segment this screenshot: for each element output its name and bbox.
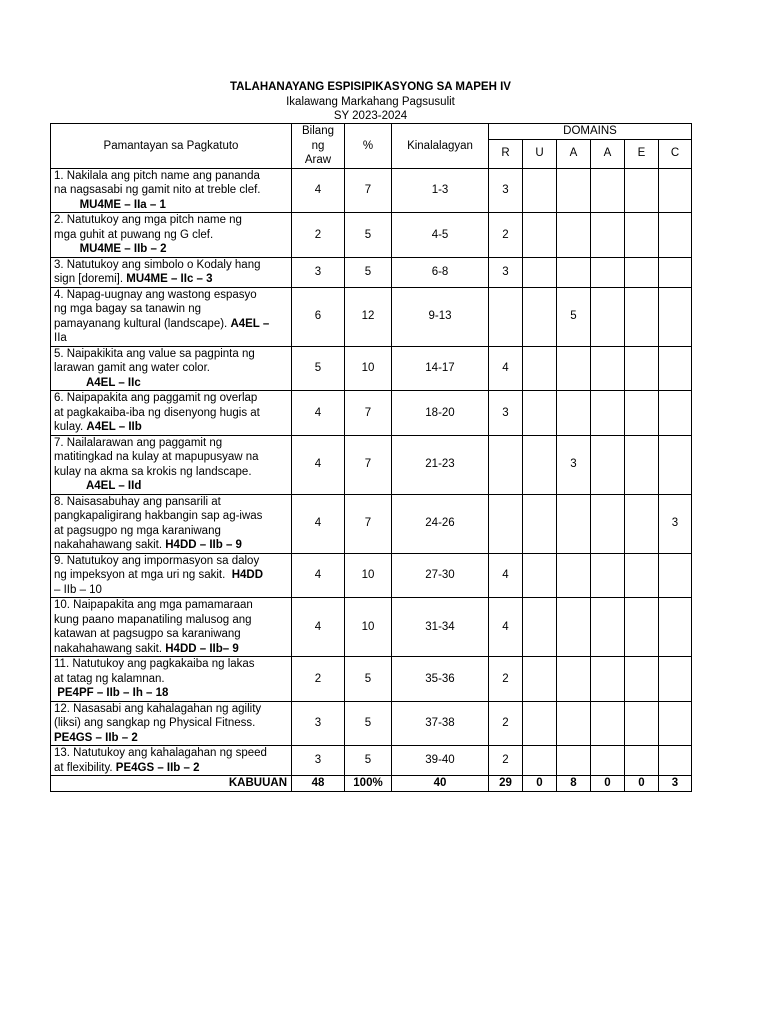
domain-cell: 2 (489, 657, 523, 702)
competency-text: 13. Natutukoy ang kahalagahan ng speed (54, 747, 267, 759)
document-title: TALAHANAYANG ESPISIPIKASYONG SA MAPEH IV (230, 81, 511, 93)
competency-code-line (54, 198, 288, 213)
domain-cell (625, 391, 659, 436)
document-subtitle: Ikalawang Markahang Pagsusulit (286, 95, 455, 108)
competency-line (54, 213, 288, 228)
domain-cell (557, 213, 591, 258)
location-cell: 1-3 (392, 168, 489, 213)
table-body (51, 168, 692, 791)
code-indent (54, 377, 86, 389)
competency-line (54, 361, 288, 376)
table-row (51, 391, 692, 436)
domain-cell (625, 746, 659, 776)
domain-cell (659, 287, 692, 346)
competency-text: 1. Nakilala ang pitch name ang pananda (54, 169, 260, 182)
domain-header-a1: A (557, 139, 591, 168)
competency-code: PE4GS – IIb – 2 (54, 731, 138, 744)
competency-line (54, 272, 288, 287)
total-domain-cell: 3 (659, 776, 692, 792)
domain-cell (625, 701, 659, 746)
competency-line (54, 465, 288, 480)
competency-line (54, 450, 288, 465)
domain-cell (523, 701, 557, 746)
competency-line (54, 613, 288, 628)
competency-text: sign [doremi]. (54, 273, 127, 285)
table-row (51, 494, 692, 553)
competency-text: 11. Natutukoy ang pagkakaiba ng lakas (54, 658, 255, 670)
domain-cell (591, 257, 625, 287)
competency-cell (51, 346, 292, 391)
domain-cell: 3 (659, 494, 692, 553)
competency-line (54, 746, 288, 761)
competency-line (54, 761, 288, 776)
competency-text: nakahahawang sakit. (54, 539, 166, 551)
competency-code-continued: IIa (54, 332, 67, 344)
domain-cell (489, 435, 523, 494)
domain-cell: 3 (489, 257, 523, 287)
competency-line (54, 288, 288, 303)
document-header (50, 80, 691, 124)
competency-cell (51, 213, 292, 258)
competency-code-line (54, 479, 288, 494)
table-row (51, 168, 692, 213)
total-domain-cell: 8 (557, 776, 591, 792)
location-cell: 35-36 (392, 657, 489, 702)
domain-cell (659, 213, 692, 258)
domain-cell (659, 701, 692, 746)
competency-line (54, 347, 288, 362)
days-cell: 4 (292, 553, 345, 598)
competency-code: MU4ME – IIa – 1 (79, 198, 166, 211)
domain-header-u: U (523, 139, 557, 168)
domain-cell (489, 287, 523, 346)
domain-cell (523, 746, 557, 776)
competency-line (54, 317, 288, 332)
domain-cell (557, 494, 591, 553)
percent-cell: 7 (345, 168, 392, 213)
percent-cell: 5 (345, 257, 392, 287)
location-cell: 9-13 (392, 287, 489, 346)
location-cell: 39-40 (392, 746, 489, 776)
specification-table (50, 123, 692, 792)
domain-cell (557, 257, 591, 287)
competency-code-line (54, 731, 288, 746)
competency-text: (liksi) ang sangkap ng Physical Fitness. (54, 717, 256, 729)
table-row (51, 435, 692, 494)
location-cell: 14-17 (392, 346, 489, 391)
table-row (51, 701, 692, 746)
header-competency: Pamantayan sa Pagkatuto (51, 124, 292, 169)
days-cell: 4 (292, 168, 345, 213)
domain-cell (591, 746, 625, 776)
domain-cell (591, 435, 625, 494)
percent-cell: 10 (345, 553, 392, 598)
total-domain-cell: 29 (489, 776, 523, 792)
competency-line (54, 672, 288, 687)
competency-line (54, 538, 288, 553)
competency-code: MU4ME – IIb – 2 (79, 243, 167, 255)
competency-text: pangkapaligirang hakbangin sap ag-iwas (54, 510, 263, 522)
domain-cell (591, 287, 625, 346)
domain-cell (625, 257, 659, 287)
days-cell: 2 (292, 657, 345, 702)
table-row (51, 746, 692, 776)
header-days-line2: ng (311, 139, 325, 152)
domain-header-e: E (625, 139, 659, 168)
header-days (292, 124, 345, 169)
percent-cell: 12 (345, 287, 392, 346)
competency-text: pamayanang kultural (landscape). (54, 317, 231, 330)
domain-cell (625, 553, 659, 598)
competency-line (54, 495, 288, 510)
competency-code: H4DD – IIb – 9 (165, 539, 242, 551)
domain-cell (625, 657, 659, 702)
location-cell: 6-8 (392, 257, 489, 287)
code-indent (54, 480, 86, 492)
competency-text: nakahahawang sakit. (54, 642, 166, 655)
header-domains: DOMAINS (489, 124, 692, 140)
table-row (51, 346, 692, 391)
domain-cell: 2 (489, 213, 523, 258)
competency-cell (51, 168, 292, 213)
domain-cell (625, 494, 659, 553)
competency-text: at pagkakaiba-iba ng disenyong hugis at (54, 406, 260, 419)
domain-cell: 5 (557, 287, 591, 346)
competency-line (54, 702, 288, 717)
competency-cell (51, 391, 292, 436)
header-days-line3: Araw (304, 154, 332, 166)
competency-text: 2. Natutukoy ang mga pitch name ng (54, 214, 242, 226)
domain-cell (523, 494, 557, 553)
domain-cell (557, 168, 591, 213)
domain-cell (659, 598, 692, 657)
domain-cell (625, 213, 659, 258)
competency-code: H4DD (231, 569, 264, 581)
total-location: 40 (392, 776, 489, 792)
competency-line (54, 524, 288, 539)
domain-cell (659, 346, 692, 391)
domain-cell: 4 (489, 598, 523, 657)
days-cell: 2 (292, 213, 345, 258)
domain-header-r: R (489, 139, 523, 168)
table-row (51, 598, 692, 657)
table-row (51, 657, 692, 702)
competency-text: at pagsugpo ng mga karaniwang (54, 524, 221, 537)
domain-cell: 3 (489, 391, 523, 436)
percent-cell: 5 (345, 701, 392, 746)
competency-text: larawan gamit ang water color. (54, 362, 210, 374)
domain-cell (489, 494, 523, 553)
domain-cell (523, 213, 557, 258)
competency-code: A4EL – IId (85, 480, 142, 492)
competency-cell (51, 435, 292, 494)
competency-cell (51, 257, 292, 287)
competency-line (54, 302, 288, 317)
competency-line (54, 657, 288, 672)
domain-cell (523, 346, 557, 391)
competency-text: at flexibility. (54, 761, 116, 774)
competency-code: A4EL – (230, 317, 270, 330)
domain-cell (591, 391, 625, 436)
competency-text: 10. Naipapakita ang mga pamamaraan (54, 599, 253, 611)
competency-line (54, 183, 288, 198)
competency-line (54, 436, 288, 451)
percent-cell: 7 (345, 391, 392, 436)
domain-cell (591, 701, 625, 746)
competency-text: katawan at pagsugpo sa karaniwang (54, 628, 241, 640)
header-days-line1: Bilang (302, 125, 334, 137)
competency-code: PE4PF – IIb – Ih – 18 (57, 687, 169, 699)
domain-cell: 3 (489, 168, 523, 213)
competency-text: 3. Natutukoy ang simbolo o Kodaly hang (54, 258, 261, 271)
competency-text: at tatag ng kalamnan. (54, 672, 165, 685)
domain-cell (591, 346, 625, 391)
domain-cell (523, 435, 557, 494)
table-row (51, 553, 692, 598)
total-percent: 100% (345, 776, 392, 792)
days-cell: 4 (292, 598, 345, 657)
domain-cell (523, 553, 557, 598)
competency-line (54, 716, 288, 731)
percent-cell: 5 (345, 213, 392, 258)
domain-cell: 4 (489, 553, 523, 598)
competency-cell (51, 494, 292, 553)
total-domain-cell: 0 (523, 776, 557, 792)
location-cell: 21-23 (392, 435, 489, 494)
days-cell: 3 (292, 257, 345, 287)
total-row (51, 776, 692, 792)
domain-cell (625, 435, 659, 494)
domain-cell (659, 391, 692, 436)
domain-cell (625, 346, 659, 391)
days-cell: 4 (292, 391, 345, 436)
domain-cell: 3 (557, 435, 591, 494)
percent-cell: 5 (345, 746, 392, 776)
competency-cell (51, 553, 292, 598)
competency-cell (51, 287, 292, 346)
code-indent (54, 199, 80, 211)
domain-cell (659, 435, 692, 494)
competency-line (54, 627, 288, 642)
code-indent (54, 243, 80, 255)
domain-cell (591, 168, 625, 213)
competency-text: 7. Nailalarawan ang paggamit ng (54, 436, 223, 449)
table-row (51, 287, 692, 346)
competency-cell (51, 598, 292, 657)
days-cell: 3 (292, 701, 345, 746)
competency-line (54, 598, 288, 613)
competency-text: 6. Naipapakita ang paggamit ng overlap (54, 392, 258, 404)
domain-cell: 2 (489, 746, 523, 776)
header-percent: % (345, 124, 392, 169)
competency-text: mga guhit at puwang ng G clef. (54, 228, 214, 241)
domain-cell (659, 168, 692, 213)
competency-line (54, 406, 288, 421)
domain-cell (591, 657, 625, 702)
competency-line (54, 554, 288, 569)
domain-cell (659, 553, 692, 598)
competency-code: H4DD – IIb– 9 (165, 642, 239, 655)
domain-cell (557, 553, 591, 598)
header-location: Kinalalagyan (392, 124, 489, 169)
competency-text: 12. Nasasabi ang kahalagahan ng agility (54, 702, 262, 715)
competency-text: 4. Napag-uugnay ang wastong espasyo (54, 288, 257, 301)
domain-cell (591, 553, 625, 598)
competency-line (54, 258, 288, 273)
percent-cell: 5 (345, 657, 392, 702)
competency-line (54, 391, 288, 406)
domain-cell: 4 (489, 346, 523, 391)
location-cell: 37-38 (392, 701, 489, 746)
domain-cell (523, 257, 557, 287)
location-cell: 31-34 (392, 598, 489, 657)
competency-line (54, 568, 288, 583)
domain-cell (591, 598, 625, 657)
competency-code-line (54, 686, 288, 701)
domain-cell (557, 746, 591, 776)
domain-cell (591, 494, 625, 553)
days-cell: 3 (292, 746, 345, 776)
school-year: SY 2023-2024 (333, 110, 408, 122)
days-cell: 4 (292, 435, 345, 494)
competency-code: PE4GS – IIb – 2 (115, 761, 200, 774)
competency-text: ng impeksyon at mga uri ng sakit. (54, 569, 232, 581)
competency-line (54, 642, 288, 657)
competency-text: ng mga bagay sa tanawin ng (54, 303, 202, 315)
competency-cell (51, 746, 292, 776)
competency-code: A4EL – IIb (86, 421, 142, 433)
location-cell: 4-5 (392, 213, 489, 258)
domain-cell (557, 391, 591, 436)
domain-cell (659, 746, 692, 776)
total-days: 48 (292, 776, 345, 792)
total-domain-cell: 0 (625, 776, 659, 792)
competency-text: na nagsasabi ng gamit nito at treble clef. (54, 184, 261, 196)
competency-text: 8. Naisasabuhay ang pansarili at (54, 495, 221, 508)
competency-code-line (54, 242, 288, 257)
domain-cell (557, 657, 591, 702)
table-row (51, 257, 692, 287)
percent-cell: 7 (345, 494, 392, 553)
location-cell: 27-30 (392, 553, 489, 598)
table-row (51, 213, 692, 258)
competency-cell (51, 657, 292, 702)
competency-code: MU4ME – IIc – 3 (126, 273, 213, 285)
total-domain-cell: 0 (591, 776, 625, 792)
competency-text: 5. Naipakikita ang value sa pagpinta ng (54, 347, 255, 360)
percent-cell: 10 (345, 598, 392, 657)
competency-line (54, 420, 288, 435)
domain-cell (523, 391, 557, 436)
domain-cell: 2 (489, 701, 523, 746)
domain-cell (523, 598, 557, 657)
domain-cell (625, 287, 659, 346)
percent-cell: 10 (345, 346, 392, 391)
competency-text: 9. Natutukoy ang impormasyon sa daloy (54, 554, 260, 567)
domain-cell (523, 657, 557, 702)
location-cell: 24-26 (392, 494, 489, 553)
domain-cell (659, 657, 692, 702)
domain-cell (557, 701, 591, 746)
domain-cell (625, 598, 659, 657)
competency-code-continued: – IIb – 10 (54, 583, 102, 596)
domain-header-a2: A (591, 139, 625, 168)
domain-cell (557, 346, 591, 391)
competency-text: matitingkad na kulay at mapupusyaw na (54, 451, 259, 463)
domain-cell (523, 168, 557, 213)
domain-cell (625, 168, 659, 213)
competency-code: A4EL – IIc (85, 376, 141, 389)
competency-line (54, 509, 288, 524)
location-cell: 18-20 (392, 391, 489, 436)
percent-cell: 7 (345, 435, 392, 494)
domain-cell (557, 598, 591, 657)
competency-line (54, 169, 288, 184)
days-cell: 4 (292, 494, 345, 553)
competency-text: kulay na akma sa krokis ng landscape. (54, 465, 252, 478)
total-label: KABUUAN (51, 776, 292, 792)
competency-line (54, 228, 288, 243)
competency-code-line (54, 376, 288, 391)
competency-cell (51, 701, 292, 746)
days-cell: 5 (292, 346, 345, 391)
domain-cell (523, 287, 557, 346)
days-cell: 6 (292, 287, 345, 346)
domain-cell (591, 213, 625, 258)
competency-text: kulay. (54, 421, 87, 433)
domain-header-c: C (659, 139, 692, 168)
domain-cell (659, 257, 692, 287)
competency-text: kung paano mapanatiling malusog ang (54, 613, 252, 626)
